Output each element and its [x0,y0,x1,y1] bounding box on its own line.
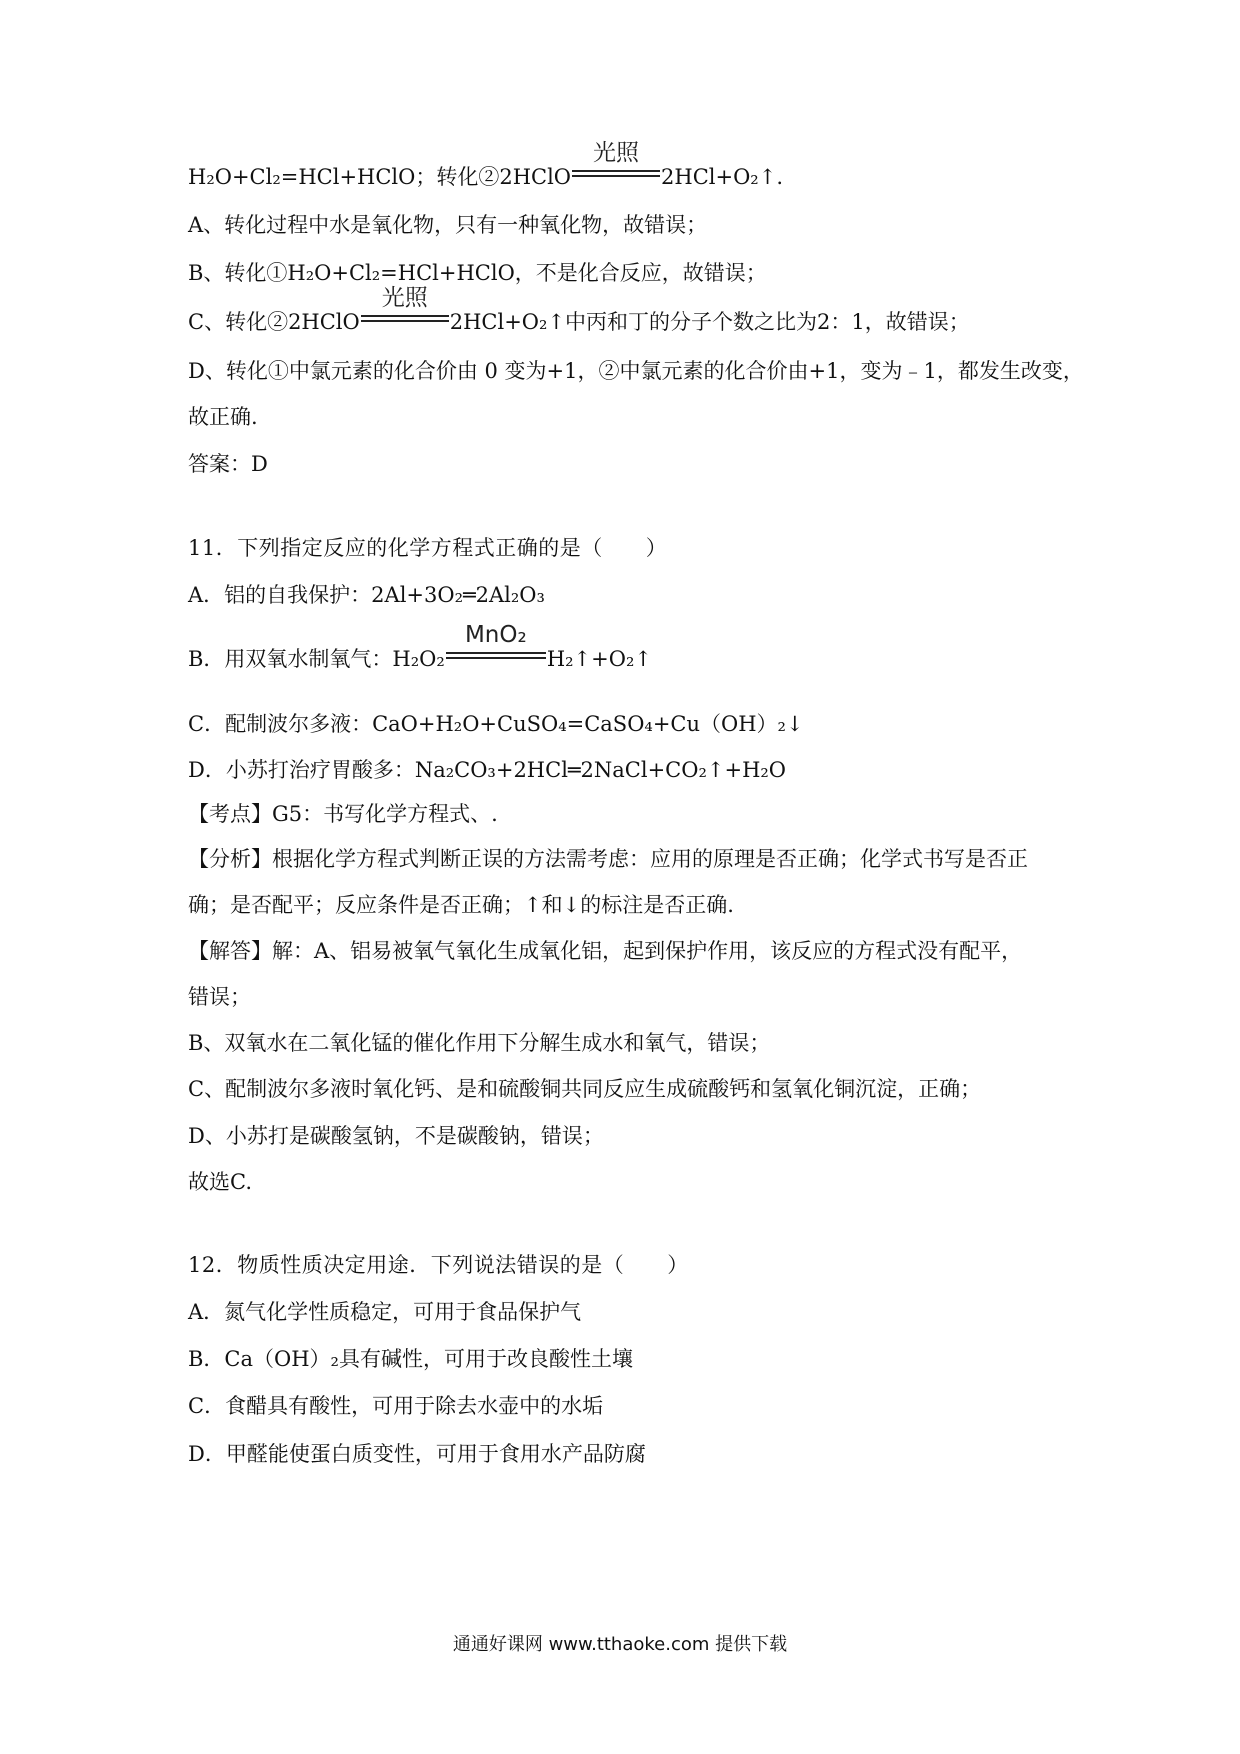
page-footer: 通通好课网 www.tthaoke.com 提供下载 [452,1634,788,1655]
q11-option-b [188,622,652,673]
reaction-condition: 光照 [593,140,640,166]
jieda-option-c: C、配制波尔多液时氧化钙、是和硫酸铜共同反应生成硫酸钙和氢氧化铜沉淀，正确； [188,1077,982,1101]
analysis-option-d: D、转化①中氯元素的化合价由 0 变为+1，②中氯元素的化合价由+1，变为﹣1，都发生改变， [188,359,1084,383]
equation-left: H₂O+Cl₂=HCl+HClO；转化②2HClO [188,165,572,189]
reaction-arrow [446,622,546,666]
equation-left: B．用双氧水制氧气：H₂O₂ [188,647,445,671]
equation-right: 2HCl+O₂↑中丙和丁的分子个数之比为2：1，故错误； [449,310,970,334]
analysis-option-a: A、转化过程中水是氧化物，只有一种氧化物，故错误； [188,213,708,237]
q12-option-c: C．食醋具有酸性，可用于除去水壶中的水垢 [188,1394,604,1418]
equation-right: H₂↑+O₂↑ [546,647,652,671]
jieda-line-cont: 错误； [188,985,251,1009]
q11-option-d: D．小苏打治疗胃酸多：Na₂CO₃+2HCl═2NaCl+CO₂↑+H₂O [188,758,787,782]
jieda-line: 【解答】解：A、铝易被氧气氧化生成氧化铝，起到保护作用，该反应的方程式没有配平， [188,939,1023,963]
fenxi-line-cont: 确；是否配平；反应条件是否正确；↑和↓的标注是否正确. [188,893,734,917]
jieda-option-b: B、双氧水在二氧化锰的催化作用下分解生成水和氧气，错误； [188,1031,771,1055]
analysis-option-b: B、转化①H₂O+Cl₂=HCl+HClO，不是化合反应，故错误； [188,261,767,285]
choice-line: 故选C. [188,1170,252,1194]
analysis-option-d-cont: 故正确. [188,405,258,429]
equation-right: 2HCl+O₂↑. [661,165,783,189]
question-12-title: 12．物质性质决定用途．下列说法错误的是（ ） [188,1253,689,1277]
jieda-option-d: D、小苏打是碳酸氢钠，不是碳酸钠，错误； [188,1124,604,1148]
analysis-option-c [188,285,970,336]
reaction-arrow [361,285,449,329]
fenxi-line: 【分析】根据化学方程式判断正误的方法需考虑：应用的原理是否正确；化学式书写是否正 [188,847,1028,871]
q12-option-a: A．氮气化学性质稳定，可用于食品保护气 [188,1300,582,1324]
reaction-arrow [572,140,660,184]
q12-option-d: D．甲醛能使蛋白质变性，可用于食用水产品防腐 [188,1442,646,1466]
equation-left: C、转化②2HClO [188,310,360,334]
answer-line: 答案：D [188,452,268,476]
reaction-condition: 光照 [381,285,428,311]
kaodian-line: 【考点】G5：书写化学方程式、. [188,802,498,826]
equation-line [188,140,783,191]
q11-option-c: C．配制波尔多液：CaO+H₂O+CuSO₄=CaSO₄+Cu（OH）₂↓ [188,712,804,736]
q12-option-b: B．Ca（OH）₂具有碱性，可用于改良酸性土壤 [188,1347,633,1371]
q11-option-a: A．铝的自我保护：2Al+3O₂═2Al₂O₃ [188,583,545,607]
reaction-condition: MnO₂ [464,622,527,648]
question-11-title: 11．下列指定反应的化学方程式正确的是（ ） [188,536,668,560]
